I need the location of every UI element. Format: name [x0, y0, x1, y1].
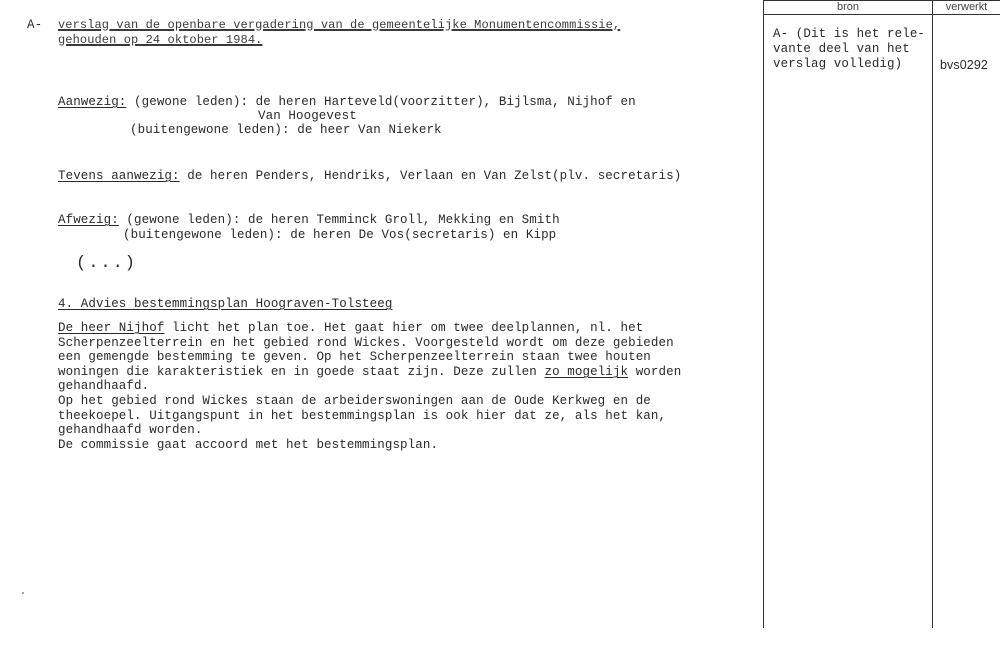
paragraph-line-5: gehandhaafd.	[58, 379, 150, 393]
paragraph-line-8: gehandhaafd worden.	[58, 423, 203, 437]
afwezig-label: Afwezig:	[58, 213, 119, 227]
source-note-line-3: verslag volledig)	[773, 57, 903, 71]
paragraph-line-3: een gemengde bestemming te geven. Op het Scherpenzeelterrein staan twee houten	[58, 350, 651, 364]
omission-ellipsis: (...)	[76, 254, 138, 273]
paragraph-line-4-b: worden	[628, 365, 682, 379]
title-line-1: verslag van de openbare vergadering van de gemeentelijke Monumentencommissie,	[58, 18, 621, 32]
tevens-line	[58, 169, 681, 183]
afwezig-text-1: (gewone leden): de heren Temminck Groll, Mekking en Smith	[118, 213, 560, 227]
source-note-line-1: A- (Dit is het rele-	[773, 27, 926, 41]
aanwezig-line-3: (buitengewone leden): de heer Van Niekerk	[130, 123, 442, 137]
processed-code: bvs0292	[940, 58, 988, 72]
paragraph-line-6: Op het gebied rond Wickes staan de arbeiderswoningen aan de Oude Kerkweg en de	[58, 394, 651, 408]
paragraph-line-2: Scherpenzeelterrein en het gebied rond Wickes. Voorgesteld wordt om deze gebieden	[58, 336, 674, 350]
aanwezig-line-2: Van Hoogevest	[258, 109, 357, 123]
aanwezig-label: Aanwezig:	[58, 95, 127, 109]
tevens-label: Tevens aanwezig:	[58, 169, 180, 183]
afwezig-line-2: (buitengewone leden): de heren De Vos(secretaris) en Kipp	[123, 228, 557, 242]
title-line-2: gehouden op 24 oktober 1984.	[58, 33, 263, 47]
paragraph-line-7: theekoepel. Uitgangspunt in het bestemmingsplan is ook hier dat ze, als het kan,	[58, 409, 667, 423]
tevens-text: de heren Penders, Hendriks, Verlaan en Van Zelst(plv. secretaris)	[179, 169, 682, 183]
scan-dot	[22, 592, 24, 594]
afwezig-line-1	[58, 213, 560, 227]
source-note-line-2: vante deel van het	[773, 42, 910, 56]
speaker-name: De heer Nijhof	[58, 321, 165, 335]
paragraph-line-4	[58, 365, 681, 379]
column-divider-right	[932, 0, 933, 628]
paragraph-line-1	[58, 321, 643, 335]
header-verwerkt: verwerkt	[945, 1, 988, 13]
column-divider-left	[763, 0, 764, 628]
paragraph-line-4-a: woningen die karakteristiek en in goede staat zijn. Deze zullen	[58, 365, 545, 379]
section-heading: 4. Advies bestemmingsplan Hoograven-Tolsteeg	[58, 297, 393, 311]
aanwezig-line-1	[58, 95, 636, 109]
paragraph-line-9: De commissie gaat accoord met het bestemmingsplan.	[58, 438, 439, 452]
paragraph-line-1-rest: licht het plan toe. Het gaat hier om twee deelplannen, nl. het	[164, 321, 644, 335]
underlined-phrase: zo mogelijk	[544, 365, 629, 379]
aanwezig-text-1: (gewone leden): de heren Harteveld(voorzitter), Bijlsma, Nijhof en	[126, 95, 636, 109]
header-bron: bron	[836, 1, 860, 13]
item-marker: A-	[27, 18, 43, 32]
header-bottom-rule	[763, 14, 1000, 15]
